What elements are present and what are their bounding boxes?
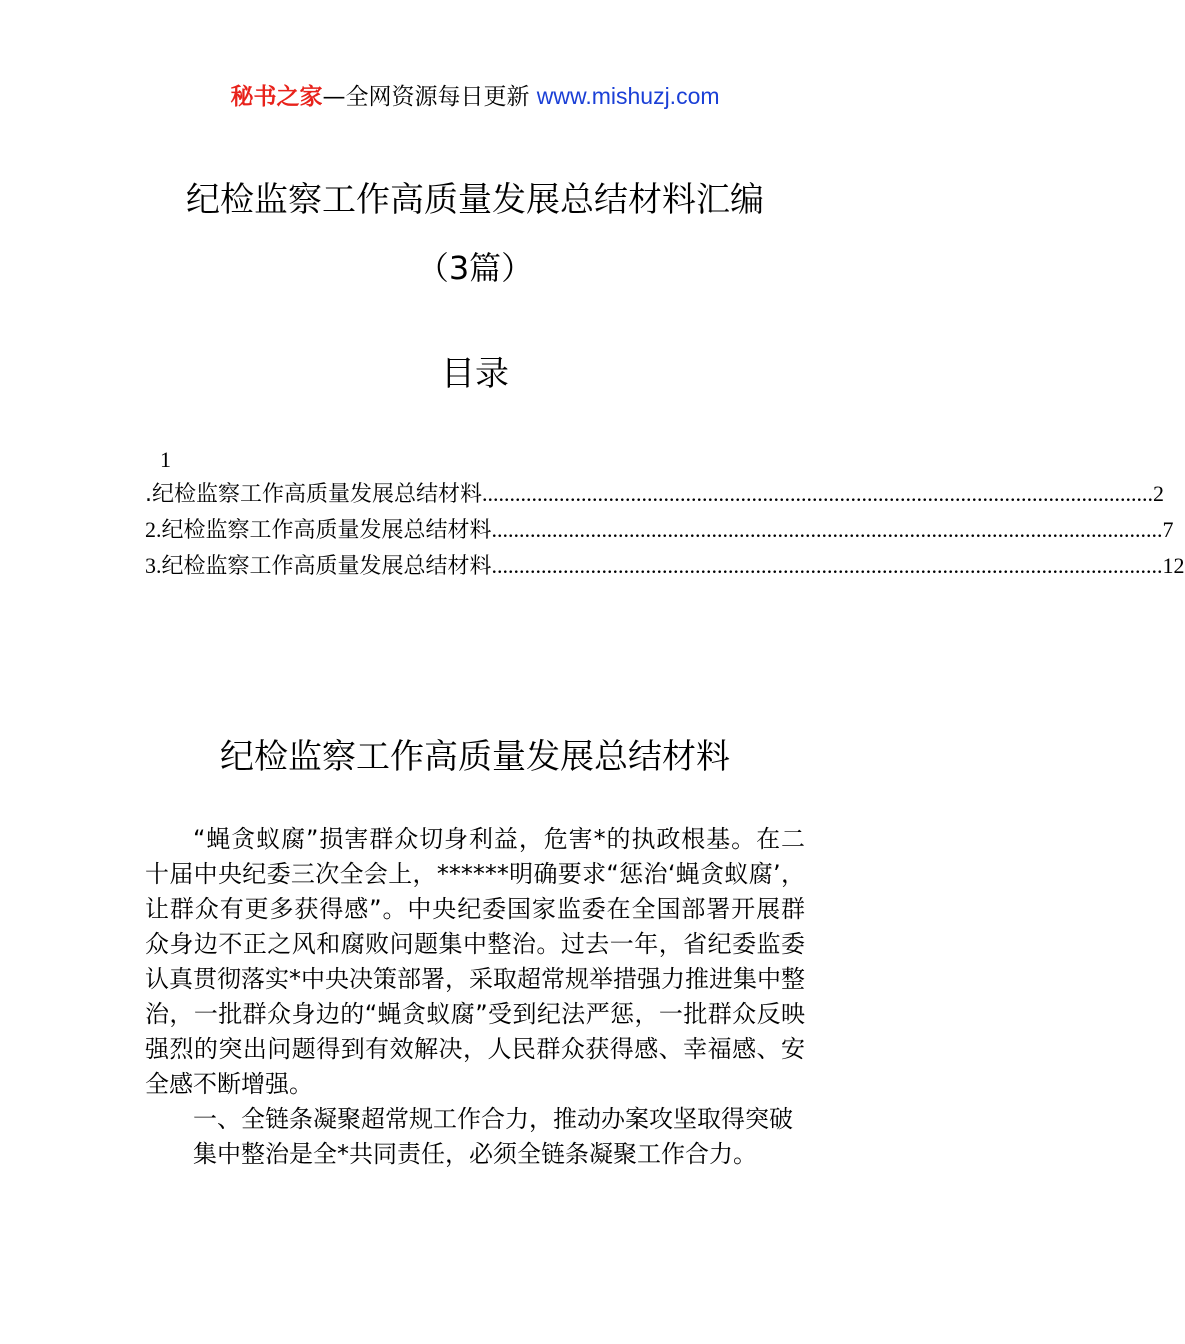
toc-dot-leader: .......................................................................................................................... <box>491 553 1163 578</box>
article-body <box>145 822 805 1172</box>
toc-entry-1[interactable] <box>145 476 1164 512</box>
body-paragraph: 集中整治是全*共同责任，必须全链条凝聚工作合力。 <box>193 1140 757 1168</box>
document-subtitle: （3篇） <box>416 249 534 287</box>
document-title: 纪检监察工作高质量发展总结材料汇编 <box>186 180 764 220</box>
section-heading: 一、全链条凝聚超常规工作合力，推动办案攻坚取得突破 <box>193 1105 793 1133</box>
toc-entry-number: 3. <box>145 553 162 578</box>
toc-entry-3[interactable] <box>145 548 1185 584</box>
toc-entry-page: 12 <box>1162 553 1185 578</box>
brand-name: 秘书之家 <box>230 84 323 110</box>
toc-entry-2[interactable] <box>145 512 1174 548</box>
article-title: 纪检监察工作高质量发展总结材料 <box>220 737 730 777</box>
header-tagline: —全网资源每日更新 <box>322 84 537 110</box>
toc-entry-page: 2 <box>1153 481 1164 506</box>
site-header <box>0 80 950 113</box>
toc-dot-leader: .......................................................................................................................... <box>482 481 1153 506</box>
toc-lead-number: 1 <box>160 447 171 472</box>
toc-dot-leader: .......................................................................................................................... <box>491 517 1163 542</box>
toc-entry-label: .纪检监察工作高质量发展总结材料 <box>145 482 482 507</box>
site-url-link[interactable]: www.mishuzj.com <box>536 83 720 109</box>
table-of-contents <box>145 444 1185 584</box>
toc-entry-page: 7 <box>1162 517 1174 542</box>
toc-entry-label: 纪检监察工作高质量发展总结材料 <box>161 554 492 579</box>
toc-entry-number: 2. <box>145 517 162 542</box>
toc-heading: 目录 <box>441 354 509 394</box>
body-paragraph: “蝇贪蚁腐”损害群众切身利益，危害*的执政根基。在二十届中央纪委三次全会上，******明确要求“惩治‘蝇贪蚁腐’，让群众有更多获得感”。中央纪委国家监委在全国部署开展群众身边不正之风和腐败问题集中整治。过去一年，省纪委监委认真贯彻落实*中央决策部署，采取超常规举措强力推进集中整治，一批群众身边的“蝇贪蚁腐”受到纪法严惩，一批群众反映强烈的突出问题得到有效解决，人民群众获得感、幸福感、安全感不断增强。 <box>145 825 805 1098</box>
toc-entry-label: 纪检监察工作高质量发展总结材料 <box>161 518 492 543</box>
